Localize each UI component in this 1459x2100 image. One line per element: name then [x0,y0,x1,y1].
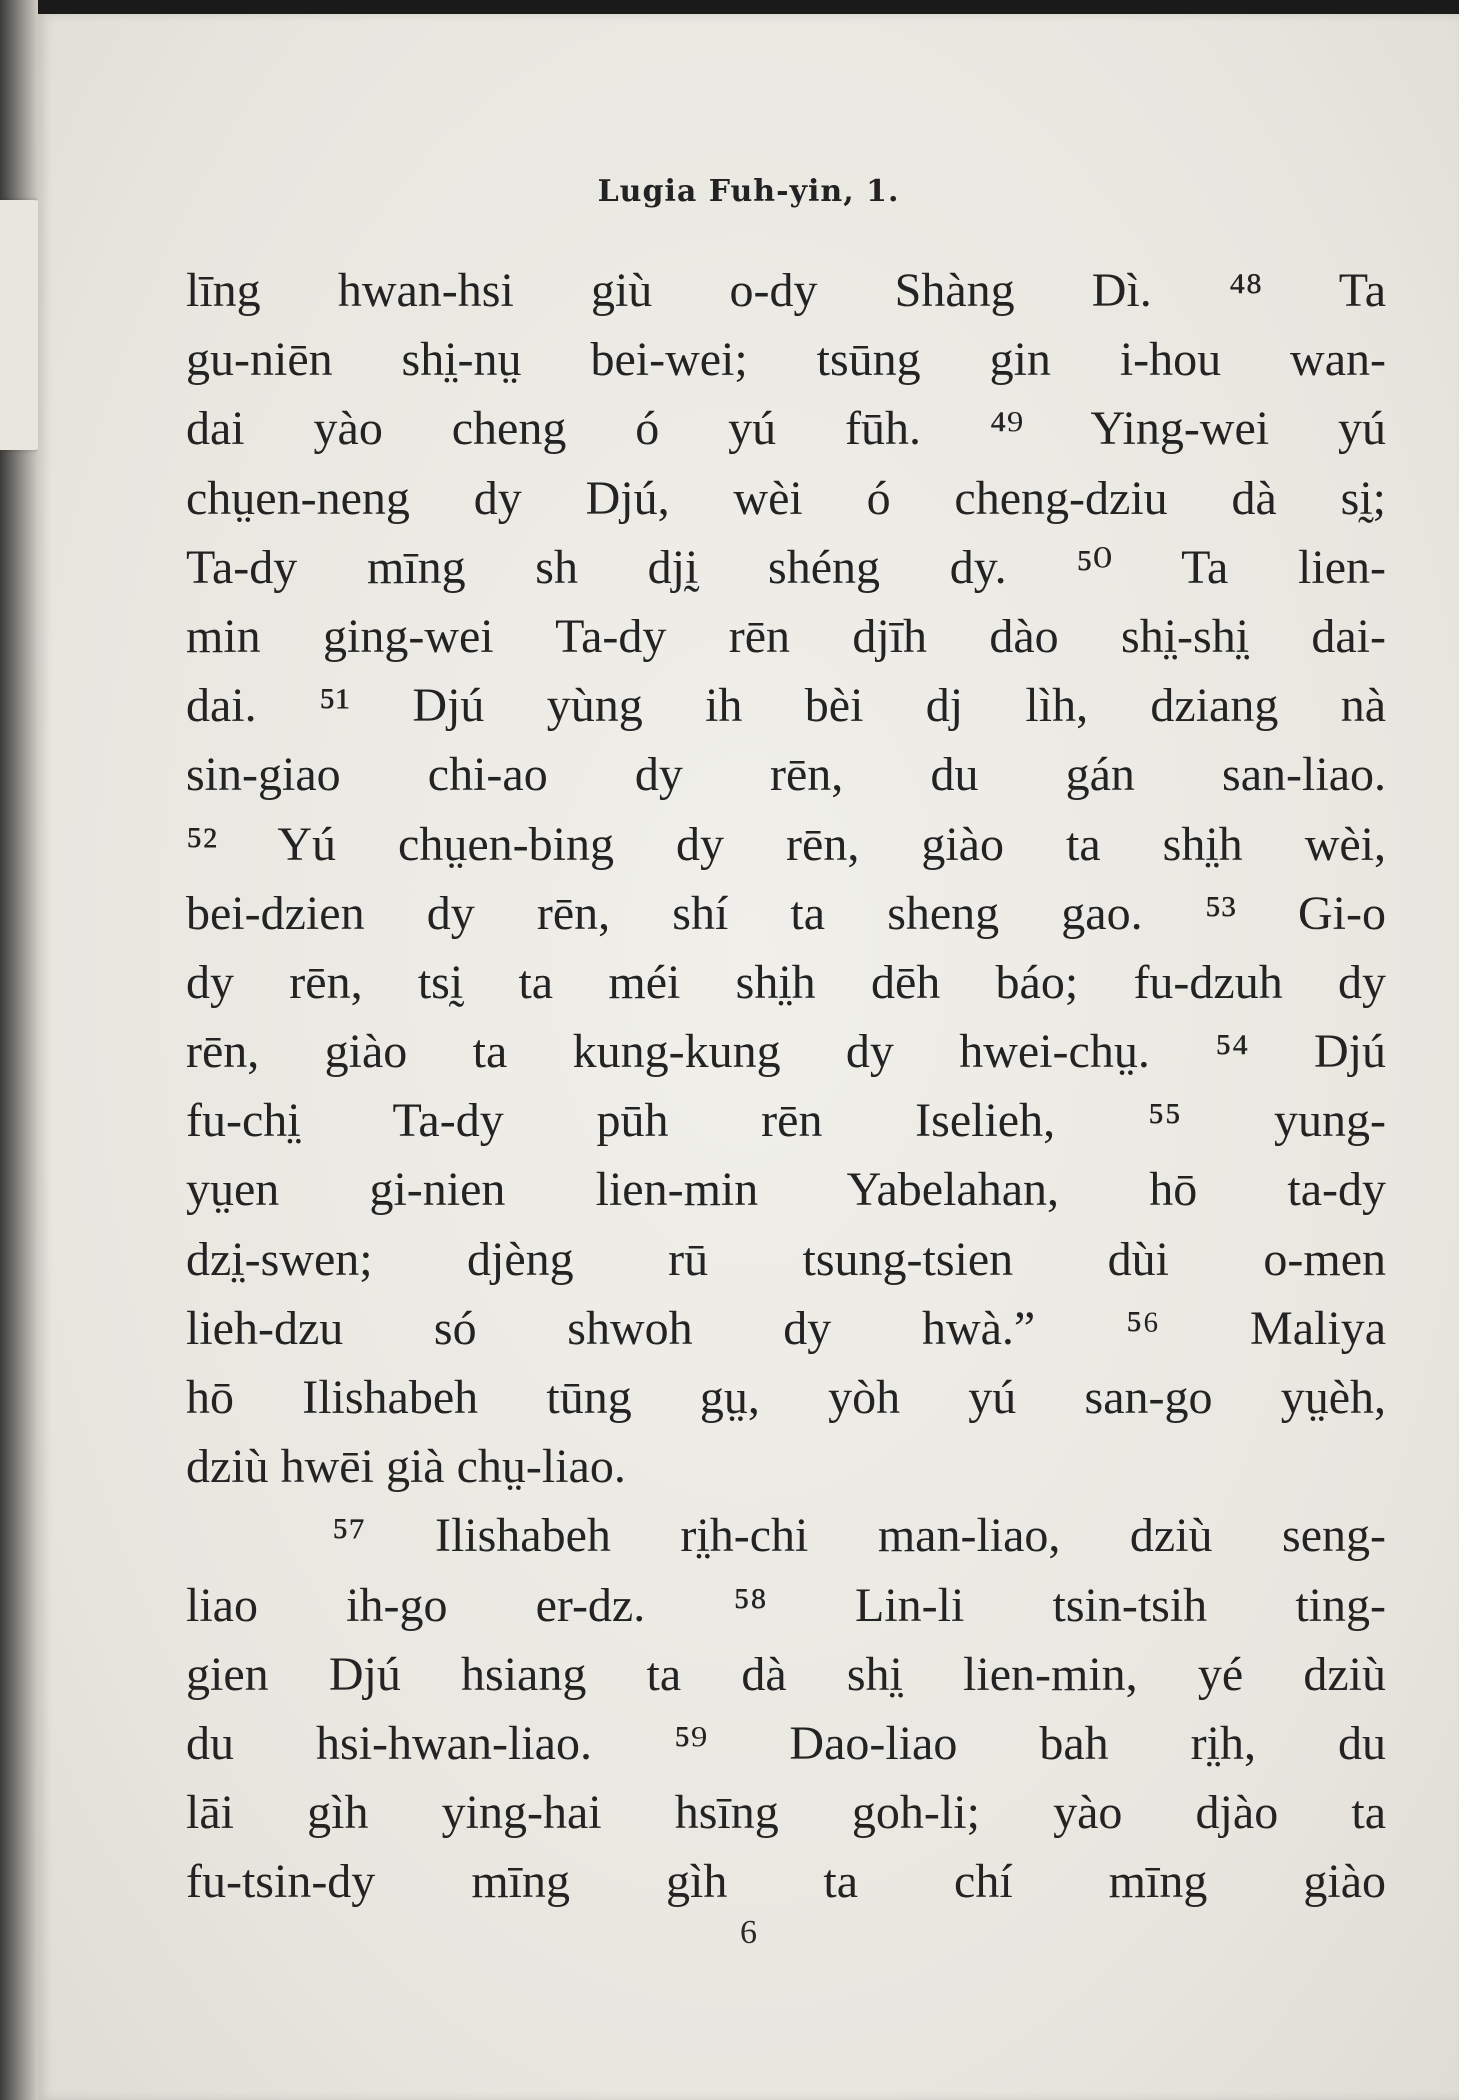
text-line: lāi gìh ying-hai hsīng goh-li; yào djào ta [186,1786,1386,1840]
page-number: 6 [740,1914,757,1951]
text-line: dy rēn, tsḭ ta méi shi̤h dēh báo; fu-dzuh dy [186,955,1386,1009]
running-header: Lugia Fuh-yin, 1. [597,174,900,209]
text-line: dzi̤-swen; djèng rū tsung-tsien dùi o-men [186,1232,1386,1286]
text-line: liao ih-go er-dz. ⁵⁸ Lin-li tsin-tsih ting- [186,1578,1386,1632]
text-line: ⁵⁷ Ilishabeh ri̤h-chi man-liao, dziù seng- [332,1509,1386,1563]
text-line: dai. ⁵¹ Djú yùng ih bèi dj lìh, dziang nà [186,679,1386,733]
text-line: min ging-wei Ta-dy rēn djīh dào shi̤-shi̤ dai- [186,609,1386,663]
text-line: hō Ilishabeh tūng gṳ, yòh yú san-go yṳèh, [186,1371,1386,1424]
text-line: dziù hwēi già chṳ-liao. [186,1440,626,1494]
text-line: līng hwan-hsi giù o-dy Shàng Dì. ⁴⁸ Ta [186,264,1386,317]
text-line: gien Djú hsiang ta dà shi̤ lien-min, yé dziù [186,1647,1386,1701]
text-line: dai yào cheng ó yú fūh. ⁴⁹ Ying-wei yú [186,402,1386,456]
text-line: lieh-dzu só shwoh dy hwà.” ⁵⁶ Maliya [186,1301,1386,1355]
body-text [186,256,1386,1917]
text-line: rēn, giào ta kung-kung dy hwei-chṳ. ⁵⁴ Djú [186,1025,1386,1079]
text-line: du hsi-hwan-liao. ⁵⁹ Dao-liao bah ri̤h, du [186,1716,1386,1770]
text-line: fu-tsin-dy mīng gìh ta chí mīng giào [186,1855,1386,1909]
text-line: ⁵² Yú chṳen-bing dy rēn, giào ta shi̤h wèi, [186,817,1386,871]
text-line: yṳen gi-nien lien-min Yabelahan, hō ta-dy [186,1163,1386,1217]
text-line: Ta-dy mīng sh djḭ shéng dy. ⁵⁰ Ta lien- [186,540,1386,594]
text-line: fu-chi̤ Ta-dy pūh rēn Iselieh, ⁵⁵ yung- [186,1094,1386,1148]
text-line: bei-dzien dy rēn, shí ta sheng gao. ⁵³ Gi-o [186,886,1386,940]
text-line: sin-giao chi-ao dy rēn, du gán san-liao. [186,748,1386,802]
book-page [38,14,1459,2100]
text-line: chṳen-neng dy Djú, wèi ó cheng-dziu dà sḭ; [186,471,1386,525]
text-line: gu-niēn shi̤-nṳ bei-wei; tsūng gin i-hou wan- [186,333,1386,387]
